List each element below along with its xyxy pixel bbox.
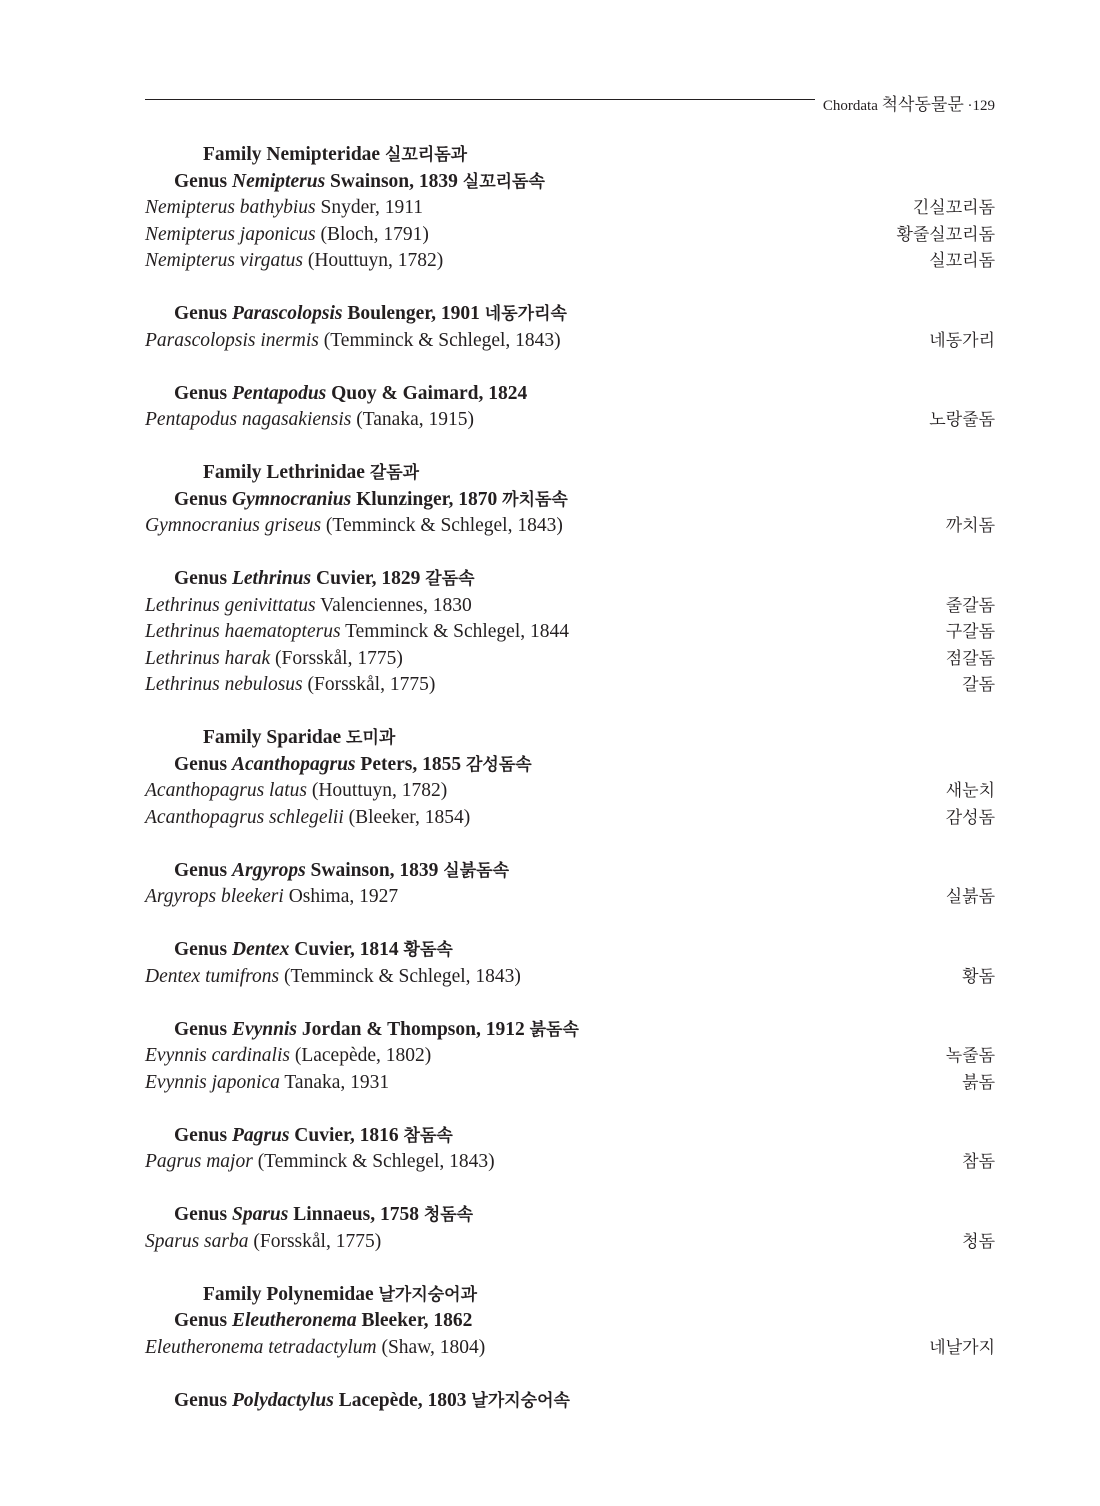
species-name: Lethrinus haematopterus xyxy=(145,621,341,642)
species-name: Gymnocranius griseus xyxy=(145,515,322,536)
species-row xyxy=(145,805,995,832)
species-korean-name: 점갈돔 xyxy=(945,648,995,668)
species-row xyxy=(145,195,995,222)
genus-heading: Genus Evynnis Jordan & Thompson, 1912 붉돔속 xyxy=(174,1018,579,1040)
genus-korean-name: 청돔속 xyxy=(423,1205,474,1224)
species-author: (Temminck & Schlegel, 1843) xyxy=(325,515,563,536)
species-scientific xyxy=(145,593,472,620)
genus-label: Genus xyxy=(174,303,228,324)
species-korean-name: 참돔 xyxy=(962,1152,995,1171)
species-name: Pentapodus nagasakiensis xyxy=(145,409,352,430)
species-author: Valenciennes, 1830 xyxy=(320,594,472,616)
genus-author: Peters xyxy=(360,753,413,775)
species-name: Acanthopagrus latus xyxy=(145,780,307,801)
species-name: Lethrinus nebulosus xyxy=(145,674,303,695)
genus-author: Cuvier xyxy=(294,1124,350,1146)
genus-name: Gymnocranius xyxy=(231,488,352,510)
species-name: Evynnis cardinalis xyxy=(145,1045,290,1066)
species-scientific xyxy=(145,1335,485,1362)
genus-korean-name: 감성돔속 xyxy=(466,754,532,774)
species-row xyxy=(145,1070,995,1097)
genus-author: Linnaeus xyxy=(293,1204,371,1225)
genus-author: Klunzinger xyxy=(356,488,449,510)
species-korean-name: 실꼬리돔 xyxy=(929,251,995,270)
spacer xyxy=(145,1361,995,1388)
species-scientific xyxy=(145,222,429,249)
species-row xyxy=(145,222,995,249)
species-korean-name: 노랑줄돔 xyxy=(929,410,995,429)
species-row xyxy=(145,1043,995,1070)
genus-label: Genus xyxy=(174,170,228,192)
species-korean-name: 황줄실꼬리돔 xyxy=(896,224,995,244)
species-row xyxy=(145,1149,995,1176)
genus-label: Genus xyxy=(174,1389,228,1411)
species-row xyxy=(145,1335,995,1362)
species-korean-name: 녹줄돔 xyxy=(945,1046,995,1065)
genus-label: Genus xyxy=(174,1204,228,1225)
spacer xyxy=(145,1255,995,1282)
species-row xyxy=(145,407,995,434)
species-author: (Temminck & Schlegel, 1843) xyxy=(323,329,561,351)
species-scientific xyxy=(145,672,435,699)
genus-label: Genus xyxy=(174,939,228,960)
genus-name: Lethrinus xyxy=(231,568,312,589)
species-korean-name: 새눈치 xyxy=(945,781,995,800)
genus-label: Genus xyxy=(174,382,228,404)
genus-korean-name: 붉돔속 xyxy=(529,1019,579,1039)
species-author: (Bleeker, 1854) xyxy=(348,806,471,828)
species-name: Nemipterus japonicus xyxy=(145,223,316,245)
species-row xyxy=(145,884,995,911)
genus-author: Swainson xyxy=(330,170,410,192)
spacer xyxy=(145,1176,995,1203)
genus-heading: Genus Acanthopagrus Peters, 1855 감성돔속 xyxy=(174,753,532,775)
species-author: Oshima, 1927 xyxy=(288,886,399,907)
species-korean-name: 붉돔 xyxy=(962,1072,995,1092)
genus-name: Nemipterus xyxy=(231,170,326,192)
header-phylum-kr: 척삭동물문 xyxy=(881,95,964,114)
species-name: Argyrops bleekeri xyxy=(145,886,284,907)
species-row xyxy=(145,513,995,540)
family-heading xyxy=(145,1282,995,1309)
genus-heading: Genus Sparus Linnaeus, 1758 청돔속 xyxy=(174,1204,474,1225)
species-author: (Houttuyn, 1782) xyxy=(311,780,448,801)
spacer xyxy=(145,434,995,461)
header-phylum: Chordata xyxy=(822,98,878,114)
species-name: Nemipterus virgatus xyxy=(145,250,303,271)
genus-heading: Genus Parascolopsis Boulenger, 1901 네동가리속 xyxy=(174,303,567,324)
genus-heading: Genus Polydactylus Lacepède, 1803 날가지숭어속 xyxy=(174,1389,570,1411)
family-name: Family Lethrinidae xyxy=(203,462,365,483)
genus-heading: Genus Pentapodus Quoy & Gaimard, 1824 xyxy=(174,382,528,404)
genus-author: Lacepède xyxy=(338,1389,418,1411)
species-row xyxy=(145,672,995,699)
spacer xyxy=(145,1096,995,1123)
genus-label: Genus xyxy=(174,1310,228,1331)
spacer xyxy=(145,831,995,858)
genus-year: 1839 xyxy=(399,859,439,881)
genus-year: 1803 xyxy=(427,1389,467,1411)
spacer xyxy=(145,275,995,302)
species-name: Pagrus major xyxy=(145,1151,253,1172)
species-author: (Forsskål, 1775) xyxy=(253,1230,382,1252)
genus-name: Parascolopsis xyxy=(231,303,343,324)
species-scientific xyxy=(145,328,561,355)
genus-year: 1862 xyxy=(433,1310,473,1331)
species-scientific xyxy=(145,248,443,275)
species-row xyxy=(145,1229,995,1256)
genus-korean-name: 날가지숭어속 xyxy=(471,1390,570,1410)
genus-name: Polydactylus xyxy=(231,1389,334,1411)
genus-korean-name: 까치돔속 xyxy=(502,489,568,509)
species-scientific xyxy=(145,1149,495,1176)
species-row xyxy=(145,964,995,991)
spacer xyxy=(145,699,995,726)
species-row xyxy=(145,248,995,275)
species-korean-name: 황돔 xyxy=(962,966,995,986)
species-scientific xyxy=(145,805,470,832)
genus-name: Dentex xyxy=(231,939,290,960)
species-row xyxy=(145,328,995,355)
species-author: (Houttuyn, 1782) xyxy=(307,250,444,271)
species-name: Parascolopsis inermis xyxy=(145,329,319,351)
genus-year: 1814 xyxy=(359,939,399,960)
species-scientific xyxy=(145,778,447,805)
species-korean-name: 네동가리 xyxy=(929,330,995,350)
genus-heading: Genus Nemipterus Swainson, 1839 실꼬리돔속 xyxy=(174,170,545,192)
species-author: (Shaw, 1804) xyxy=(381,1336,486,1358)
family-korean-name: 갈돔과 xyxy=(369,463,420,482)
genus-label: Genus xyxy=(174,1018,228,1040)
genus-year: 1839 xyxy=(418,170,458,192)
species-author: Snyder, 1911 xyxy=(320,197,423,218)
spacer xyxy=(145,911,995,938)
genus-year: 1816 xyxy=(359,1124,399,1146)
page-number: 129 xyxy=(972,98,995,114)
genus-name: Eleutheronema xyxy=(231,1310,357,1331)
spacer xyxy=(145,540,995,567)
genus-heading: Genus Pagrus Cuvier, 1816 참돔속 xyxy=(174,1124,453,1146)
taxonomy-list xyxy=(145,142,995,1414)
species-row xyxy=(145,646,995,673)
genus-name: Pentapodus xyxy=(231,382,327,404)
genus-name: Pagrus xyxy=(231,1124,290,1146)
genus-name: Acanthopagrus xyxy=(231,753,356,775)
species-name: Sparus sarba xyxy=(145,1230,249,1252)
genus-author: Cuvier xyxy=(294,939,350,960)
species-korean-name: 긴실꼬리돔 xyxy=(912,198,995,217)
genus-author: Boulenger xyxy=(347,303,432,324)
species-scientific xyxy=(145,513,563,540)
header-separator: · xyxy=(967,98,973,114)
genus-year: 1901 xyxy=(440,303,480,324)
genus-name: Evynnis xyxy=(231,1018,297,1040)
genus-korean-name: 황돔속 xyxy=(403,940,453,959)
spacer xyxy=(145,354,995,381)
family-name: Family Sparidae xyxy=(203,727,342,748)
spacer xyxy=(145,990,995,1017)
species-name: Lethrinus harak xyxy=(145,647,271,669)
species-scientific xyxy=(145,1043,431,1070)
species-korean-name: 줄갈돔 xyxy=(945,595,995,615)
family-heading xyxy=(145,725,995,752)
species-scientific xyxy=(145,646,403,673)
genus-heading: Genus Eleutheronema Bleeker, 1862 xyxy=(174,1310,473,1331)
genus-name: Argyrops xyxy=(231,859,306,881)
family-korean-name: 도미과 xyxy=(346,728,396,747)
species-scientific xyxy=(145,1229,381,1256)
genus-year: 1758 xyxy=(379,1204,419,1225)
family-korean-name: 실꼬리돔과 xyxy=(384,145,468,164)
species-name: Acanthopagrus schlegelii xyxy=(145,806,344,828)
genus-label: Genus xyxy=(174,753,228,775)
genus-year: 1829 xyxy=(381,568,421,589)
species-scientific xyxy=(145,195,423,222)
genus-heading: Genus Lethrinus Cuvier, 1829 갈돔속 xyxy=(174,568,475,589)
species-author: Temminck & Schlegel, 1844 xyxy=(345,621,570,642)
genus-author: Cuvier xyxy=(315,568,372,589)
family-heading xyxy=(145,142,995,169)
species-scientific xyxy=(145,884,398,911)
genus-name: Sparus xyxy=(231,1204,289,1225)
species-name: Lethrinus genivittatus xyxy=(145,594,316,616)
species-korean-name: 구갈돔 xyxy=(945,622,995,641)
species-scientific xyxy=(145,407,474,434)
genus-label: Genus xyxy=(174,488,228,510)
species-name: Evynnis japonica xyxy=(145,1071,280,1093)
species-scientific xyxy=(145,964,521,991)
species-row xyxy=(145,619,995,646)
species-row xyxy=(145,778,995,805)
species-author: (Bloch, 1791) xyxy=(320,223,429,245)
species-author: (Tanaka, 1915) xyxy=(356,409,474,430)
genus-year: 1870 xyxy=(458,488,498,510)
species-author: (Lacepède, 1802) xyxy=(294,1045,432,1066)
species-author: (Temminck & Schlegel, 1843) xyxy=(257,1151,495,1172)
species-author: (Forsskål, 1775) xyxy=(307,674,436,695)
genus-author: Swainson xyxy=(310,859,390,881)
genus-label: Genus xyxy=(174,859,228,881)
species-name: Dentex tumifrons xyxy=(145,965,280,987)
family-korean-name: 날가지숭어과 xyxy=(378,1284,478,1304)
species-author: Tanaka, 1931 xyxy=(284,1071,390,1093)
species-author: (Temminck & Schlegel, 1843) xyxy=(284,965,521,987)
family-name: Family Polynemidae xyxy=(203,1283,374,1305)
genus-heading: Genus Dentex Cuvier, 1814 황돔속 xyxy=(174,939,453,960)
genus-heading: Genus Gymnocranius Klunzinger, 1870 까치돔속 xyxy=(174,488,568,510)
species-korean-name: 네날가지 xyxy=(929,1337,995,1357)
species-row xyxy=(145,593,995,620)
header-rule xyxy=(145,99,815,100)
species-korean-name: 청돔 xyxy=(962,1231,995,1251)
genus-label: Genus xyxy=(174,1124,228,1146)
species-scientific xyxy=(145,619,569,646)
genus-korean-name: 갈돔속 xyxy=(425,569,475,588)
genus-author: Jordan & Thompson xyxy=(301,1018,476,1040)
family-heading xyxy=(145,460,995,487)
genus-year: 1824 xyxy=(488,382,528,404)
species-name: Nemipterus bathybius xyxy=(145,197,316,218)
genus-year: 1855 xyxy=(422,753,462,775)
species-korean-name: 갈돔 xyxy=(962,675,995,694)
species-korean-name: 감성돔 xyxy=(945,807,995,827)
genus-label: Genus xyxy=(174,568,228,589)
species-korean-name: 실붉돔 xyxy=(945,887,995,906)
species-author: (Forsskål, 1775) xyxy=(275,647,403,669)
genus-heading: Genus Argyrops Swainson, 1839 실붉돔속 xyxy=(174,859,509,881)
genus-korean-name: 참돔속 xyxy=(403,1125,453,1145)
running-header xyxy=(823,90,995,115)
genus-author: Bleeker xyxy=(361,1310,424,1331)
genus-year: 1912 xyxy=(485,1018,525,1040)
genus-korean-name: 네동가리속 xyxy=(484,304,567,323)
genus-author: Quoy & Gaimard xyxy=(331,382,479,404)
species-scientific xyxy=(145,1070,389,1097)
species-korean-name: 까치돔 xyxy=(945,516,995,535)
genus-korean-name: 실붉돔속 xyxy=(443,860,509,880)
genus-korean-name: 실꼬리돔속 xyxy=(462,171,545,191)
family-name: Family Nemipteridae xyxy=(203,144,381,165)
species-name: Eleutheronema tetradactylum xyxy=(145,1336,377,1358)
